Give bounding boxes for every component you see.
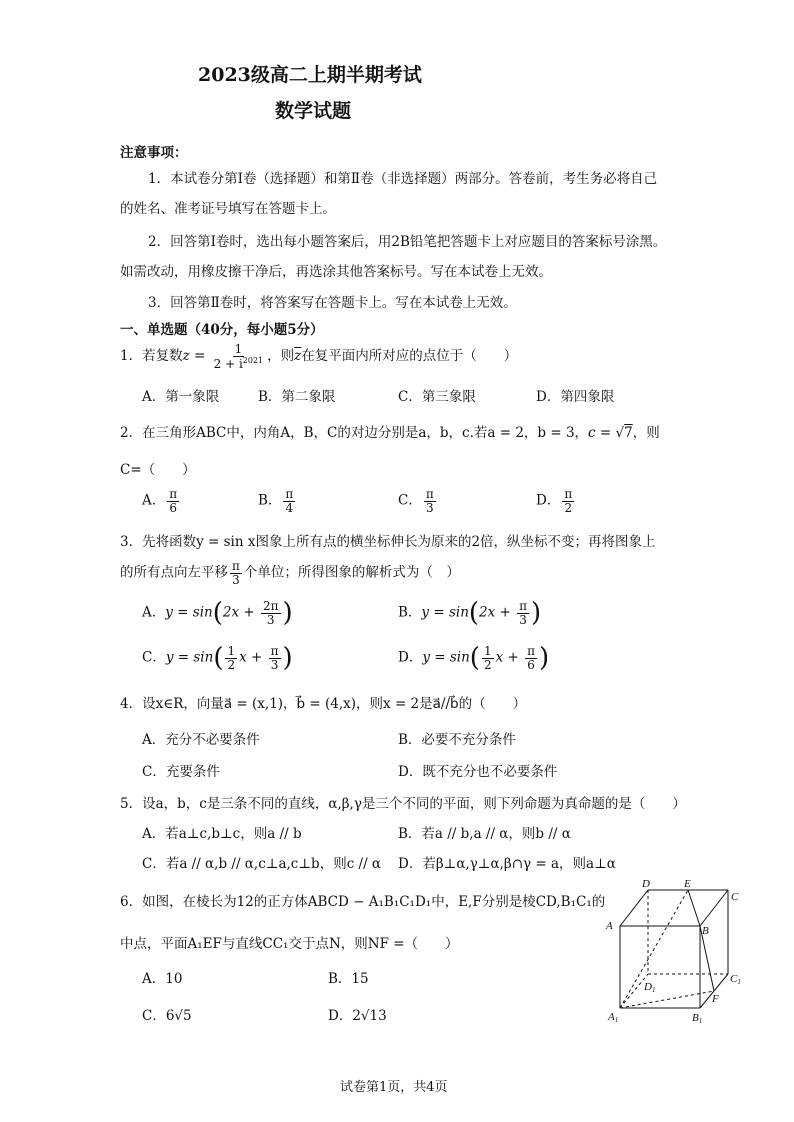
question-4-stem: 4．设x∈R，向量a⃗ = (x,1)，b⃗ = (4,x)，则x = 2是a⃗//b⃗的（ ） — [120, 696, 527, 712]
notice-item-1-line-1: 1．本试卷分第Ⅰ卷（选择题）和第Ⅱ卷（非选择题）两部分。答卷前，考生务必将自己 — [148, 171, 658, 187]
q2-line-1: 2．在三角形ABC中，内角A，B，C的对边分别是a，b，c.若a = 2，b = 3， — [120, 425, 589, 441]
q2-option-d-label: D． — [536, 492, 561, 509]
q2-c-eq: c = — [588, 425, 616, 441]
q2-option-a[interactable] — [142, 488, 181, 514]
q4-option-c[interactable]: C．充要条件 — [142, 764, 220, 780]
q3-option-c-half-den: 2 — [227, 657, 236, 672]
q4-option-b[interactable]: B．必要不充分条件 — [398, 732, 516, 748]
q3-option-a[interactable] — [142, 598, 293, 629]
q5-option-d[interactable]: D．若β⊥α,γ⊥α,β∩γ = a，则a⊥α — [398, 856, 616, 872]
left-paren-icon: ( — [212, 598, 223, 629]
q3-option-c-pre: y = sin — [165, 649, 214, 666]
notice-item-2-line-1: 2．回答第Ⅰ卷时，选出每小题答案后，用2B铅笔把答题卡上对应题目的答案标号涂黑。 — [148, 234, 667, 250]
q3-option-d-half — [482, 645, 494, 671]
q1-zbar: $\overline{z}$ — [294, 348, 302, 365]
notice-item-2-line-2: 如需改动，用橡皮擦干净后，再选涂其他答案标号。写在本试卷上无效。 — [120, 264, 552, 280]
question-6-stem-line-1: 6．如图，在棱长为12的正方体ABCD − A₁B₁C₁D₁中，E,F分别是棱CD,B₁C₁的 — [120, 894, 606, 910]
label-d1 — [643, 981, 655, 994]
q2-option-c-fraction — [424, 488, 436, 514]
q5-option-b[interactable]: B．若a // b,a // α，则b // α — [398, 826, 571, 842]
q2-option-b-label: B． — [258, 492, 282, 509]
question-6-stem-line-2: 中点，平面A₁EF与直线CC₁交于点N，则NF =（ ） — [120, 936, 459, 952]
q1-eq: = — [189, 348, 210, 365]
q3-option-d-half-den: 2 — [483, 657, 492, 672]
q2-option-a-num: π — [169, 487, 178, 501]
q3-option-b[interactable] — [398, 598, 542, 629]
right-paren-icon: ) — [531, 598, 542, 629]
label-c: C — [731, 891, 739, 903]
notice-heading: 注意事项： — [120, 145, 188, 161]
q5-option-a[interactable]: A．若a⊥c,b⊥c，则a // b — [142, 826, 302, 842]
q2-sqrt-icon: √ — [615, 425, 625, 441]
question-5-stem: 5．设a，b，c是三条不同的直线，α,β,γ是三个不同的平面，则下列命题为真命题的是（ ） — [120, 796, 686, 812]
q3-option-c-den: 3 — [270, 657, 279, 672]
q2-option-c-den: 3 — [425, 500, 434, 515]
q3-option-c-half — [225, 645, 237, 671]
label-a: A — [606, 920, 613, 932]
question-2-stem-line-1 — [120, 421, 660, 441]
q3-option-c-fraction — [269, 645, 281, 671]
q2-option-b-fraction — [283, 488, 295, 514]
cube-figure — [600, 878, 750, 1024]
q2-option-c-label: C． — [398, 492, 422, 509]
question-3-stem-line-2 — [120, 560, 460, 586]
label-d1-sub: 1 — [651, 986, 656, 994]
q2-option-a-label: A． — [142, 492, 166, 509]
q1-option-d[interactable]: D．第四象限 — [536, 389, 615, 405]
q3-option-d-fraction — [525, 645, 537, 671]
q1-z: z — [182, 348, 190, 365]
label-d: D — [642, 878, 650, 890]
q3-shift-den: 3 — [232, 572, 240, 587]
q1-den-exponent: 2021 — [242, 355, 264, 365]
left-paren-icon: ( — [213, 643, 224, 674]
label-b1 — [692, 1012, 702, 1024]
q5-option-c[interactable]: C．若a // α,b // α,c⊥a,c⊥b，则c // α — [142, 856, 382, 872]
q3-option-d-mid: x + — [495, 649, 524, 666]
q2-option-d-num: π — [564, 487, 573, 501]
q4-option-a[interactable]: A．充分不必要条件 — [142, 732, 260, 748]
label-b1-main: B — [692, 1012, 699, 1024]
q3-option-b-pre: y = sin — [421, 604, 469, 621]
q3-option-a-label: A． — [142, 604, 166, 621]
notice-item-3: 3．回答第Ⅱ卷时，将答案写在答题卡上。写在本试卷上无效。 — [148, 295, 517, 311]
label-c1 — [730, 973, 741, 986]
left-paren-icon: ( — [468, 598, 480, 629]
q3-option-a-num: 2π — [262, 599, 279, 613]
q2-option-b-den: 4 — [285, 500, 294, 515]
exam-title: 2023级高二上期半期考试 — [198, 64, 422, 86]
q6-option-c[interactable]: C．6√5 — [142, 1008, 192, 1024]
q1-mid: ，则 — [267, 348, 295, 365]
q2-option-a-den: 6 — [169, 500, 178, 515]
label-c1-main: C — [730, 973, 738, 985]
q3-option-d-label: D． — [398, 649, 423, 666]
q2-option-d-den: 2 — [564, 500, 573, 515]
edge-bc — [700, 890, 728, 926]
q3-line-2-post: 个单位；所得图象的解析式为（ ） — [243, 564, 460, 581]
q3-shift-fraction — [230, 560, 242, 586]
q1-fraction — [212, 343, 266, 370]
label-b1-sub: 1 — [698, 1017, 703, 1024]
q2-option-b-num: π — [285, 487, 294, 501]
edge-ad — [620, 890, 648, 926]
label-a1-sub: 1 — [614, 1016, 619, 1024]
q3-line-2-pre: 的所有点向左平移 — [120, 564, 228, 581]
q1-den-base: 2 + i — [213, 356, 243, 371]
q2-option-c-num: π — [425, 487, 434, 501]
q2-option-b[interactable] — [258, 488, 297, 514]
q1-option-c[interactable]: C．第三象限 — [398, 389, 476, 405]
q1-option-a[interactable]: A．第一象限 — [142, 389, 220, 405]
q3-option-b-fraction — [517, 600, 529, 626]
q6-option-a[interactable]: A．10 — [142, 971, 183, 987]
label-c1-sub: 1 — [737, 978, 741, 986]
label-b: B — [702, 925, 709, 937]
q4-option-d[interactable]: D．既不充分也不必要条件 — [398, 764, 558, 780]
right-paren-icon: ) — [539, 643, 550, 674]
notice-item-1-line-2: 的姓名、准考证号填写在答题卡上。 — [120, 201, 336, 217]
q1-denominator — [212, 357, 266, 371]
label-e: E — [684, 878, 691, 890]
question-1-stem — [120, 343, 517, 370]
q3-shift-num: π — [232, 559, 240, 573]
right-paren-icon: ) — [282, 598, 293, 629]
q3-option-c[interactable] — [142, 643, 293, 674]
q3-option-b-den: 3 — [519, 612, 527, 627]
q2-tail: ，则 — [632, 425, 660, 441]
q3-option-b-label: B． — [398, 604, 422, 621]
q2-option-c[interactable] — [398, 488, 438, 514]
q3-option-a-pre: y = sin — [165, 604, 213, 621]
label-d1-main: D — [644, 981, 652, 993]
q3-option-b-num: π — [519, 599, 528, 613]
q2-option-d-fraction — [562, 488, 574, 514]
question-2-stem-line-2: C=（ ） — [120, 462, 196, 478]
page-footer: 试卷第1页，共4页 — [340, 1080, 448, 1095]
q3-option-c-label: C． — [142, 649, 166, 666]
q1-prefix: 1．若复数 — [120, 348, 183, 365]
q3-option-c-num: π — [270, 644, 279, 658]
q3-option-a-inner: 2x + — [222, 604, 259, 621]
q3-option-a-den: 3 — [266, 612, 275, 627]
q3-option-b-inner: 2x + — [479, 604, 516, 621]
q3-option-d-num: π — [527, 644, 535, 658]
q2-radical: 7 — [624, 425, 633, 441]
segment-e-plane — [688, 890, 700, 926]
label-f: F — [712, 993, 719, 1005]
question-3-stem-line-1: 3．先将函数y = sin x图象上所有点的横坐标伸长为原来的2倍，纵坐标不变；再将图象上 — [120, 534, 656, 550]
q3-option-c-half-num: 1 — [227, 644, 236, 658]
q3-option-d-half-num: 1 — [483, 644, 492, 658]
q3-option-d[interactable] — [398, 643, 550, 674]
q6-option-d[interactable]: D．2√13 — [328, 1008, 387, 1024]
q2-option-d[interactable] — [536, 488, 576, 514]
q1-option-b[interactable]: B．第二象限 — [258, 389, 336, 405]
q6-option-b[interactable]: B．15 — [328, 971, 369, 987]
left-paren-icon: ( — [469, 643, 480, 674]
q3-option-d-den: 6 — [527, 657, 535, 672]
label-a1 — [607, 1011, 618, 1024]
section-heading-single-choice: 一、单选题（40分，每小题5分） — [120, 322, 324, 338]
right-paren-icon: ) — [282, 643, 293, 674]
q3-option-c-mid: x + — [239, 649, 267, 666]
q3-option-d-pre: y = sin — [422, 649, 470, 666]
label-a1-main: A — [608, 1011, 615, 1023]
q1-numerator: 1 — [234, 342, 243, 356]
q1-suffix: 在复平面内所对应的点位于（ ） — [301, 348, 518, 365]
q3-option-a-fraction — [261, 600, 281, 626]
exam-subtitle: 数学试题 — [275, 100, 352, 122]
q2-option-a-fraction — [167, 488, 179, 514]
